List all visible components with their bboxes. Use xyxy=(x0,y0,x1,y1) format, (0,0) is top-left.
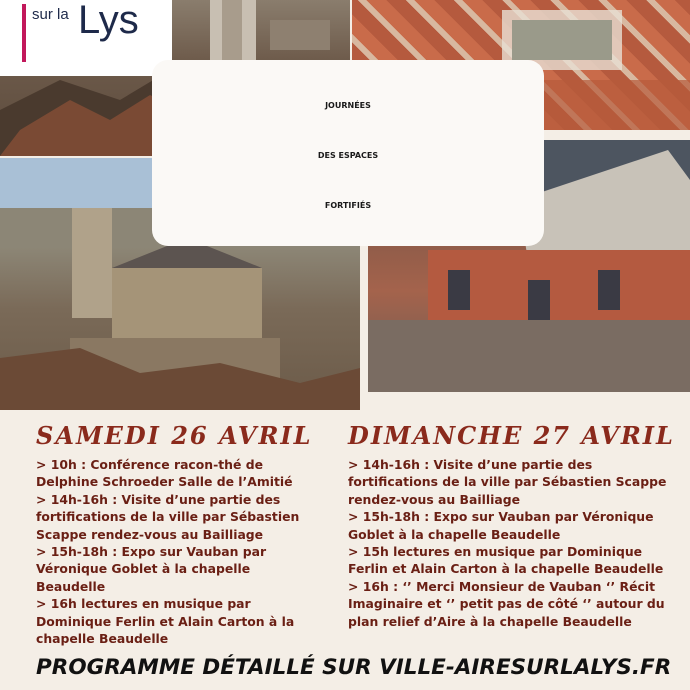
sunday-line: fortifications de la ville par Sébastien Scappe xyxy=(348,474,667,490)
saturday-line: Delphine Schroeder Salle de l’Amitié xyxy=(36,474,293,490)
town-logo xyxy=(0,0,172,76)
logo-accent-bar xyxy=(22,4,26,62)
sunday-line: > 15h-18h : Expo sur Vauban par Véronique xyxy=(348,509,654,525)
saturday-line: > 15h-18h : Expo sur Vauban par xyxy=(36,544,267,560)
saturday-line: Scappe rendez-vous au Bailliage xyxy=(36,526,264,542)
sunday-line: plan relief d’Aire à la chapelle Beaudelle xyxy=(348,613,632,629)
sunday-line: > 16h : ‘’ Merci Monsieur de Vauban ‘’ Récit xyxy=(348,578,655,594)
saturday-line: chapelle Beaudelle xyxy=(36,631,169,647)
sunday-line: Ferlin et Alain Carton à la chapelle Beaudelle xyxy=(348,561,664,577)
logo-big-text: Lys xyxy=(78,0,139,42)
sunday-line: rendez-vous au Bailliage xyxy=(348,491,520,507)
saturday-line: > 14h-16h : Visite d’une partie des xyxy=(36,491,281,507)
sunday-line: Imaginaire et ‘’ petit pas de côté ‘’ autour du xyxy=(348,596,665,612)
saturday-line: > 10h : Conférence racon-thé de xyxy=(36,457,263,472)
title-line-2: DES ESPACES xyxy=(317,151,379,160)
title-line-1: JOURNÉES xyxy=(325,101,371,110)
saturday-program xyxy=(36,456,299,647)
program-website-footer: PROGRAMME DÉTAILLÉ SUR VILLE-AIRESURLALYS.FR xyxy=(36,655,672,680)
saturday-line: Dominique Ferlin et Alain Carton à la xyxy=(36,613,295,629)
sunday-line: Goblet à la chapelle Beaudelle xyxy=(348,526,561,542)
saturday-heading: SAMEDI 26 AVRIL xyxy=(36,421,313,450)
sunday-line: > 14h-16h : Visite d’une partie des xyxy=(348,457,593,472)
saturday-line: Beaudelle xyxy=(36,578,106,594)
title-card xyxy=(152,60,544,246)
logo-small-text: sur la xyxy=(32,6,69,23)
sunday-line: > 15h lectures en musique par Dominique xyxy=(348,544,643,560)
saturday-line: > 16h lectures en musique par xyxy=(36,596,251,612)
sunday-program xyxy=(348,456,666,630)
sunday-heading: DIMANCHE 27 AVRIL xyxy=(348,421,675,450)
title-line-3: FORTIFIÉS xyxy=(324,201,372,210)
saturday-line: Véronique Goblet à la chapelle xyxy=(36,561,251,577)
saturday-line: fortifications de la ville par Sébastien xyxy=(36,509,300,525)
